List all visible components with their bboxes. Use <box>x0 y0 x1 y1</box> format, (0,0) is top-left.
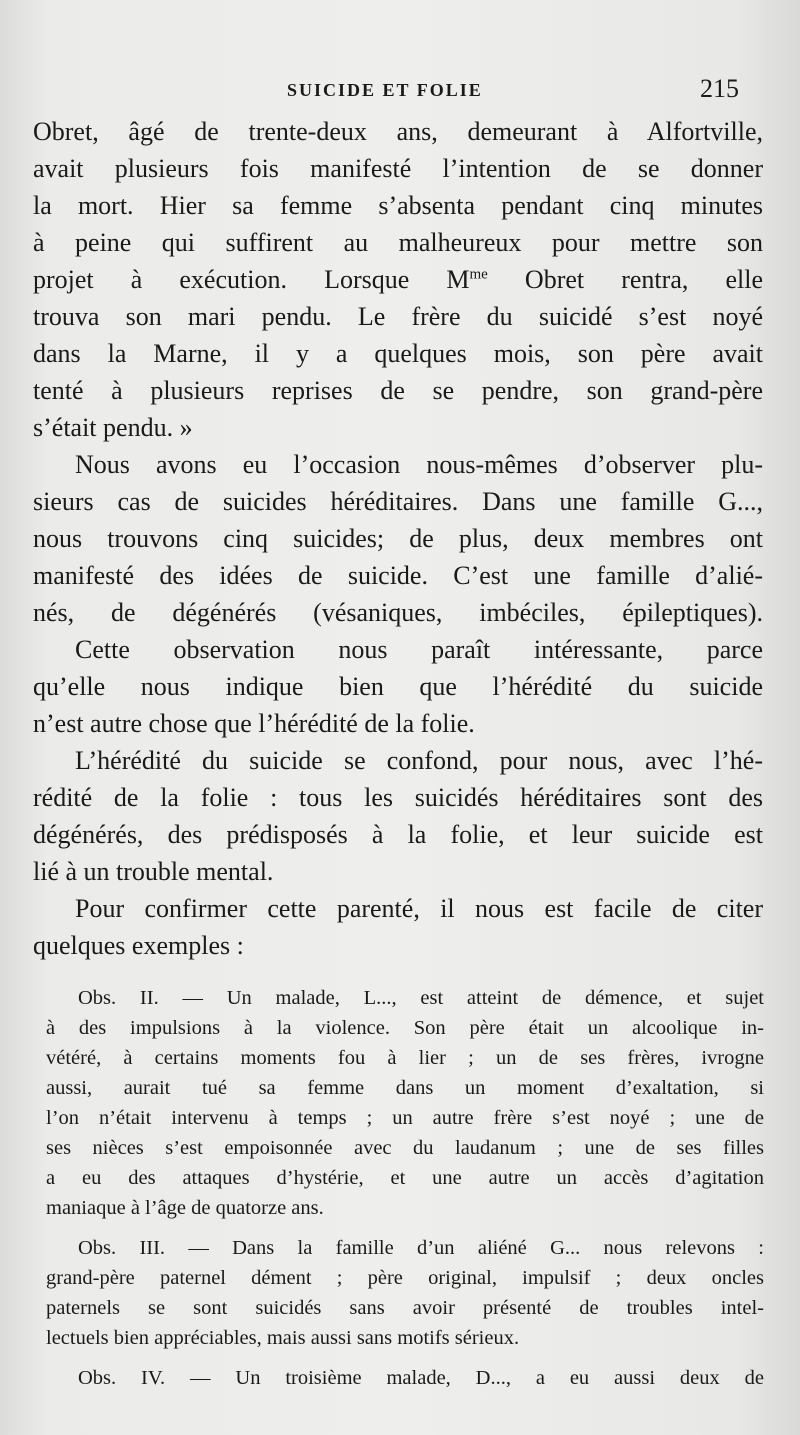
text-line: L’hérédité du suicide se confond, pour nous, avec l’hé- <box>75 746 763 775</box>
text-line: avait plusieurs fois manifesté l’intention de se donner <box>33 154 763 183</box>
text-line: à peine qui suffirent au malheureux pour mettre son <box>33 228 763 257</box>
note-spacer <box>46 1223 764 1233</box>
note-line: lectuels bien appréciables, mais aussi sans motifs sérieux. <box>46 1327 520 1349</box>
text-line: manifesté des idées de suicide. C’est une famille d’alié- <box>33 561 763 590</box>
page-header <box>0 74 800 110</box>
page-number: 215 <box>700 74 739 103</box>
note-line: l’on n’était intervenu à temps ; un autre frère s’est noyé ; une de <box>46 1107 764 1129</box>
note-line: maniaque à l’âge de quatorze ans. <box>46 1197 324 1219</box>
note-line <box>46 1363 764 1393</box>
main-text <box>33 113 763 964</box>
note-line: à des impulsions à la violence. Son père était un alcoolique in- <box>46 1017 764 1039</box>
note-line: ses nièces s’est empoisonnée avec du laudanum ; une de ses filles <box>46 1137 764 1159</box>
text-line: la mort. Hier sa femme s’absenta pendant cinq minutes <box>33 191 763 220</box>
observations <box>46 983 764 1393</box>
obs-label: Obs. IV. <box>78 1367 191 1389</box>
text-line: n’est autre chose que l’hérédité de la folie. <box>33 709 475 738</box>
text-segment: — Dans la famille d’un aliéné G... nous relevons : <box>188 1237 764 1259</box>
text-line: nés, de dégénérés (vésaniques, imbéciles, épileptiques). <box>33 598 763 627</box>
superscript: me <box>469 266 488 283</box>
text-segment: — Un malade, L..., est atteint de démence, et sujet <box>182 987 764 1009</box>
note-line: vétéré, à certains moments fou à lier ; un de ses frères, ivrogne <box>46 1047 764 1069</box>
text-line: quelques exemples : <box>33 931 244 960</box>
text-line: dans la Marne, il y a quelques mois, son père avait <box>33 339 763 368</box>
text-line: trouva son mari pendu. Le frère du suicidé s’est noyé <box>33 302 763 331</box>
obs-label: Obs. II. <box>78 987 183 1009</box>
text-line: tenté à plusieurs reprises de se pendre, son grand-père <box>33 376 763 405</box>
obs-label: Obs. III. <box>78 1237 189 1259</box>
text-line: lié à un trouble mental. <box>33 857 274 886</box>
text-segment: projet à exécution. Lorsque M <box>33 265 470 294</box>
running-title: SUICIDE ET FOLIE <box>287 80 483 100</box>
text-line: s’était pendu. » <box>33 413 193 442</box>
text-line: sieurs cas de suicides héréditaires. Dans une famille G..., <box>33 487 763 516</box>
note-line <box>46 1233 764 1263</box>
text-line: Cette observation nous paraît intéressante, parce <box>75 635 763 664</box>
note-line: paternels se sont suicidés sans avoir présenté de troubles intel- <box>46 1297 764 1319</box>
text-line: rédité de la folie : tous les suicidés héréditaires sont des <box>33 783 763 812</box>
text-segment: — Un troisième malade, D..., a eu aussi deux de <box>190 1367 764 1389</box>
note-line: grand-père paternel dément ; père original, impulsif ; deux oncles <box>46 1267 764 1289</box>
text-line: Pour confirmer cette parenté, il nous est facile de citer <box>75 894 763 923</box>
note-line: a eu des attaques d’hystérie, et une autre un accès d’agitation <box>46 1167 764 1189</box>
note-line: aussi, aurait tué sa femme dans un moment d’exaltation, si <box>46 1077 764 1099</box>
text-line: dégénérés, des prédisposés à la folie, et leur suicide est <box>33 820 763 849</box>
text-line: Obret, âgé de trente-deux ans, demeurant à Alfortville, <box>33 117 763 146</box>
text-line: nous trouvons cinq suicides; de plus, deux membres ont <box>33 524 763 553</box>
note-line <box>46 983 764 1013</box>
text-segment: Obret rentra, elle <box>487 265 763 294</box>
text-line: qu’elle nous indique bien que l’hérédité du suicide <box>33 672 763 701</box>
text-line: Nous avons eu l’occasion nous-mêmes d’observer plu- <box>75 450 763 479</box>
text-line <box>33 261 763 298</box>
note-spacer <box>46 1353 764 1363</box>
